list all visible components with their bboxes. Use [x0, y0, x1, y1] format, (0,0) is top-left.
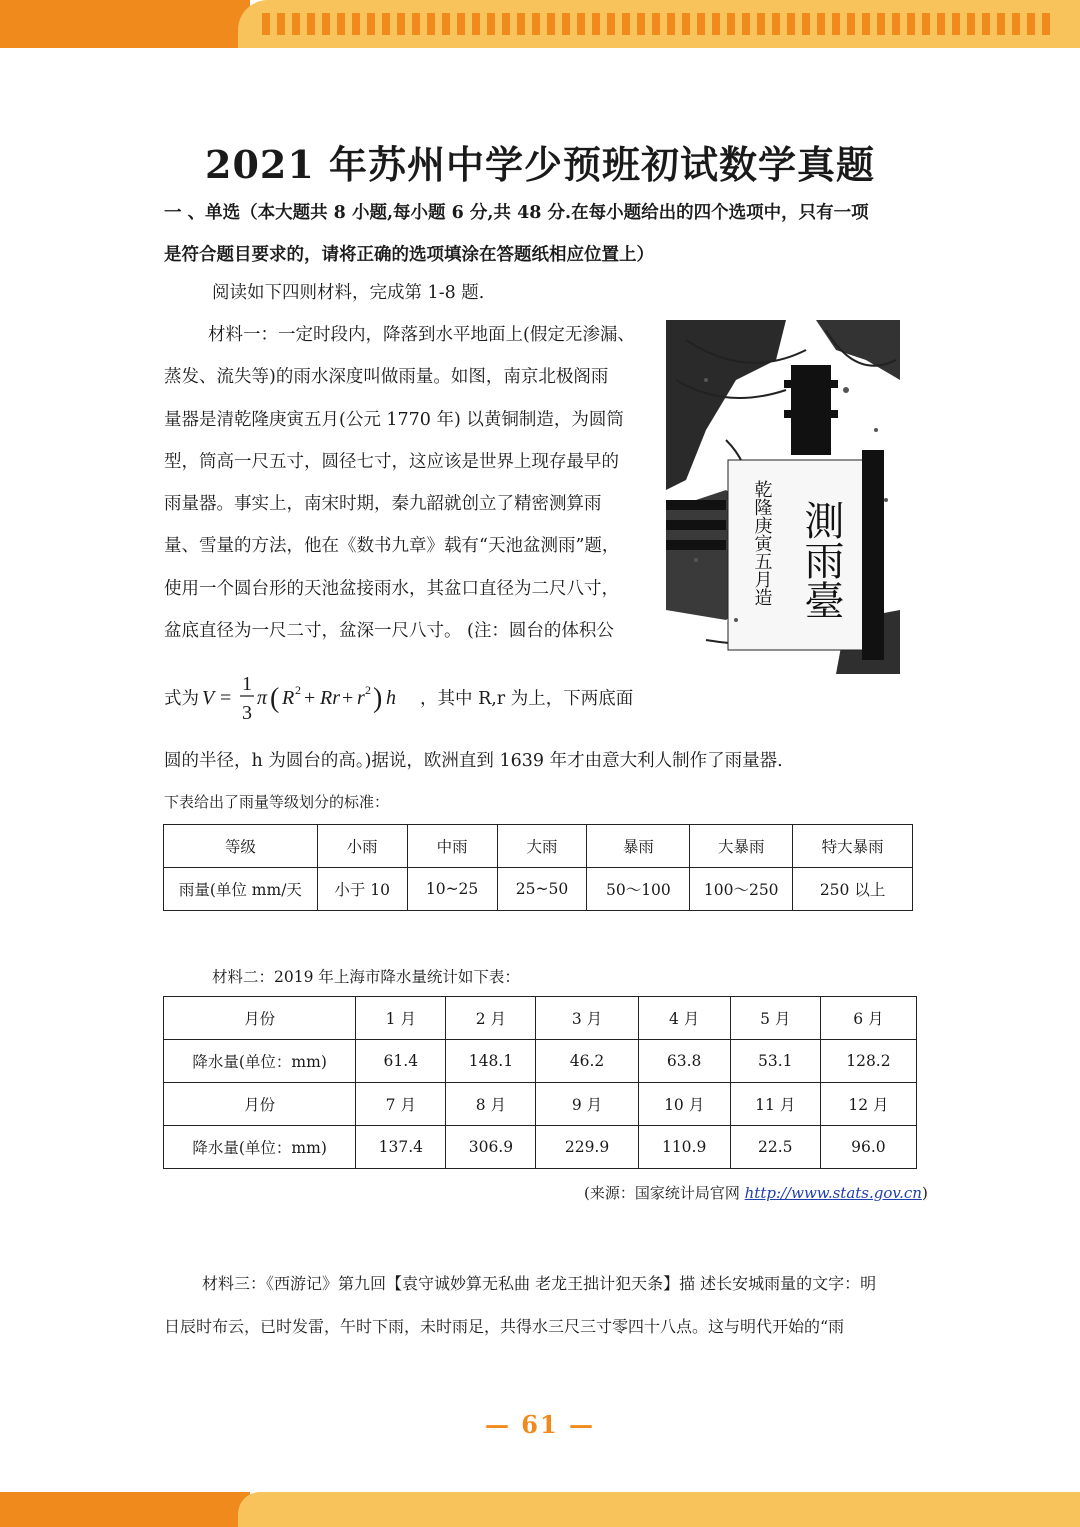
- header-stripe: [277, 13, 285, 35]
- header-stripe: [412, 13, 420, 35]
- table-row: [164, 1126, 917, 1169]
- header-stripe: [457, 13, 465, 35]
- table-row: [164, 997, 917, 1040]
- intro-text: 阅读如下四则材料，完成第 1-8 题.: [212, 283, 485, 303]
- header-stripe: [532, 13, 540, 35]
- svg-text:3: 3: [242, 702, 252, 724]
- table-cell: 1 月: [356, 997, 446, 1040]
- header-stripe: [562, 13, 570, 35]
- source-note: [584, 1182, 928, 1203]
- header-stripe: [307, 13, 315, 35]
- header-stripe: [607, 13, 615, 35]
- table-cell: 10~25: [407, 868, 497, 911]
- material-2-caption: 材料二：2019 年上海市降水量统计如下表：: [212, 968, 520, 986]
- source-prefix: (来源：国家统计局官网: [584, 1184, 745, 1202]
- material-1-line: 盆底直径为一尺二寸，盆深一尺八寸。 (注：圆台的体积公: [164, 621, 614, 642]
- header-stripe: [922, 13, 930, 35]
- material-1-line: 蒸发、流失等)的雨水深度叫做雨量。如图，南京北极阁雨: [164, 367, 609, 388]
- svg-text:): ): [373, 683, 383, 714]
- page-number: — 61 —: [484, 1410, 596, 1439]
- header-stripe: [397, 13, 405, 35]
- table-cell: 229.9: [536, 1126, 638, 1169]
- table-cell: 100～250: [690, 868, 793, 911]
- table-cell: 61.4: [356, 1040, 446, 1083]
- material-3: [164, 1262, 914, 1348]
- header-stripe: [757, 13, 765, 35]
- header-stripe: [907, 13, 915, 35]
- section-heading-line-2: 是符合题目要求的，请将正确的选项填涂在答题纸相应位置上）: [164, 245, 654, 265]
- svg-text:R: R: [282, 687, 295, 709]
- formula-suffix: ，其中 R,r 为上，下两底面: [420, 689, 634, 709]
- volume-formula: [200, 670, 400, 726]
- material-3-line-1: 材料三：《西游记》第九回【袁守诚妙算无私曲 老龙王拙计犯天条】描 述长安城雨量的文字：明: [202, 1274, 877, 1293]
- table-cell: 特大暴雨: [793, 825, 913, 868]
- material-1-line: 量器是清乾隆庚寅五月(公元 1770 年) 以黄铜制造，为圆筒: [164, 409, 624, 430]
- table-cell: 11 月: [730, 1083, 820, 1126]
- header-stripe: [637, 13, 645, 35]
- header-stripe: [712, 13, 720, 35]
- header-stripe: [427, 13, 435, 35]
- table-cell: 月份: [164, 1083, 356, 1126]
- table-cell: 4 月: [638, 997, 730, 1040]
- table-row: [164, 868, 913, 911]
- header-stripe: [847, 13, 855, 35]
- rainfall-grade-table: [163, 824, 913, 911]
- svg-text:Rr: Rr: [320, 687, 340, 709]
- table-cell: 148.1: [446, 1040, 536, 1083]
- svg-text:=: =: [220, 687, 232, 709]
- svg-text:1: 1: [242, 673, 252, 695]
- svg-text:+: +: [342, 687, 354, 709]
- table-cell: 53.1: [730, 1040, 820, 1083]
- header-stripe: [622, 13, 630, 35]
- table-cell: 降水量(单位：mm): [164, 1126, 356, 1169]
- photo-inscription-large: 測雨臺: [798, 500, 844, 620]
- header-stripe: [982, 13, 990, 35]
- table-row: [164, 825, 913, 868]
- table-cell: 小于 10: [317, 868, 407, 911]
- header-stripe: [322, 13, 330, 35]
- table-cell: 月份: [164, 997, 356, 1040]
- table-cell: 2 月: [446, 997, 536, 1040]
- header-stripe: [772, 13, 780, 35]
- table-cell: 6 月: [820, 997, 916, 1040]
- table-cell: 10 月: [638, 1083, 730, 1126]
- header-stripe: [682, 13, 690, 35]
- footer-orange-block: [0, 1492, 250, 1527]
- svg-text:2: 2: [365, 683, 371, 697]
- table-cell: 96.0: [820, 1126, 916, 1169]
- footer-band: [0, 1492, 1080, 1527]
- table-cell: 50～100: [587, 868, 690, 911]
- material-1-line: 量、雪量的方法，他在《数书九章》载有“天池盆测雨”题，: [164, 536, 620, 557]
- svg-text:r: r: [357, 687, 365, 709]
- table-cell: 降水量(单位：mm): [164, 1040, 356, 1083]
- header-stripe: [952, 13, 960, 35]
- table-cell: 9 月: [536, 1083, 638, 1126]
- svg-text:2: 2: [295, 683, 301, 697]
- table-cell: 25~50: [497, 868, 587, 911]
- table-cell: 大雨: [497, 825, 587, 868]
- header-stripe: [877, 13, 885, 35]
- table-cell: 暴雨: [587, 825, 690, 868]
- table-cell: 等级: [164, 825, 318, 868]
- svg-text:V: V: [202, 687, 215, 709]
- table-cell: 12 月: [820, 1083, 916, 1126]
- table-cell: 63.8: [638, 1040, 730, 1083]
- page-title: 2021 年苏州中学少预班初试数学真题: [205, 142, 875, 187]
- header-stripe: [547, 13, 555, 35]
- source-link[interactable]: http://www.stats.gov.cn: [744, 1184, 922, 1202]
- table-cell: 小雨: [317, 825, 407, 868]
- header-stripe: [577, 13, 585, 35]
- footer-yellow-block: [238, 1492, 1080, 1527]
- header-stripe: [1042, 13, 1050, 35]
- table-cell: 3 月: [536, 997, 638, 1040]
- header-stripe: [517, 13, 525, 35]
- header-stripe: [472, 13, 480, 35]
- formula-prefix: 式为: [164, 689, 199, 709]
- header-stripe: [1012, 13, 1020, 35]
- header-stripe: [817, 13, 825, 35]
- header-stripe: [367, 13, 375, 35]
- header-stripes: [262, 13, 1050, 35]
- table-cell: 110.9: [638, 1126, 730, 1169]
- shanghai-precipitation-table: [163, 996, 917, 1169]
- rain-gauge-photo: [666, 320, 900, 674]
- header-stripe: [727, 13, 735, 35]
- svg-text:+: +: [304, 687, 316, 709]
- header-stripe: [697, 13, 705, 35]
- header-stripe: [487, 13, 495, 35]
- header-stripe: [592, 13, 600, 35]
- table-row: [164, 1040, 917, 1083]
- header-stripe: [1027, 13, 1035, 35]
- header-stripe: [667, 13, 675, 35]
- header-stripe: [502, 13, 510, 35]
- header-stripe: [802, 13, 810, 35]
- table-cell: 中雨: [407, 825, 497, 868]
- table-cell: 7 月: [356, 1083, 446, 1126]
- header-stripe: [937, 13, 945, 35]
- section-heading: [164, 192, 924, 276]
- header-stripe: [832, 13, 840, 35]
- table-cell: 46.2: [536, 1040, 638, 1083]
- header-stripe: [652, 13, 660, 35]
- material-1-end: 圆的半径，h 为圆台的高。)据说，欧洲直到 1639 年才由意大利人制作了雨量器.: [164, 751, 783, 771]
- header-stripe: [967, 13, 975, 35]
- table-cell: 22.5: [730, 1126, 820, 1169]
- material-3-line-2: 日辰时布云，已时发雷，午时下雨，未时雨足，共得水三尺三寸零四十八点。这与明代开始的“雨: [164, 1317, 845, 1336]
- source-suffix: ): [921, 1184, 928, 1202]
- table-cell: 5 月: [730, 997, 820, 1040]
- material-1-line: 使用一个圆台形的天池盆接雨水，其盆口直径为二尺八寸，: [164, 578, 619, 599]
- material-1-line: 型，筒高一尺五寸，圆径七寸，这应该是世界上现存最早的: [164, 451, 619, 472]
- header-stripe: [997, 13, 1005, 35]
- table-cell: 128.2: [820, 1040, 916, 1083]
- header-stripe: [292, 13, 300, 35]
- header-band: [0, 0, 1080, 48]
- header-stripe: [262, 13, 270, 35]
- header-stripe: [892, 13, 900, 35]
- header-stripe: [337, 13, 345, 35]
- material-1: [164, 314, 646, 652]
- section-heading-line-1: 一 、单选（本大题共 8 小题,每小题 6 分,共 48 分.在每小题给出的四个选项中，只有一项: [164, 203, 869, 223]
- table-cell: 8 月: [446, 1083, 536, 1126]
- material-1-line: 材料一：一定时段内，降落到水平地面上(假定无渗漏、: [208, 325, 635, 345]
- svg-text:π: π: [257, 687, 268, 709]
- svg-text:h: h: [386, 687, 396, 709]
- photo-inscription-small: 乾隆庚寅五月造: [751, 480, 773, 606]
- table-row: [164, 1083, 917, 1126]
- material-1-line: 雨量器。事实上，南宋时期，秦九韶就创立了精密测算雨: [164, 494, 602, 515]
- svg-text:(: (: [270, 683, 280, 714]
- table-cell: 137.4: [356, 1126, 446, 1169]
- table-cell: 雨量(单位 mm/天: [164, 868, 318, 911]
- header-stripe: [787, 13, 795, 35]
- table-cell: 大暴雨: [690, 825, 793, 868]
- header-stripe: [442, 13, 450, 35]
- table-cell: 306.9: [446, 1126, 536, 1169]
- header-stripe: [382, 13, 390, 35]
- header-stripe: [352, 13, 360, 35]
- table-1-caption: 下表给出了雨量等级划分的标准：: [164, 793, 390, 811]
- formula-line: [164, 670, 646, 726]
- header-stripe: [862, 13, 870, 35]
- header-orange-block: [0, 0, 250, 48]
- table-cell: 250 以上: [793, 868, 913, 911]
- header-stripe: [742, 13, 750, 35]
